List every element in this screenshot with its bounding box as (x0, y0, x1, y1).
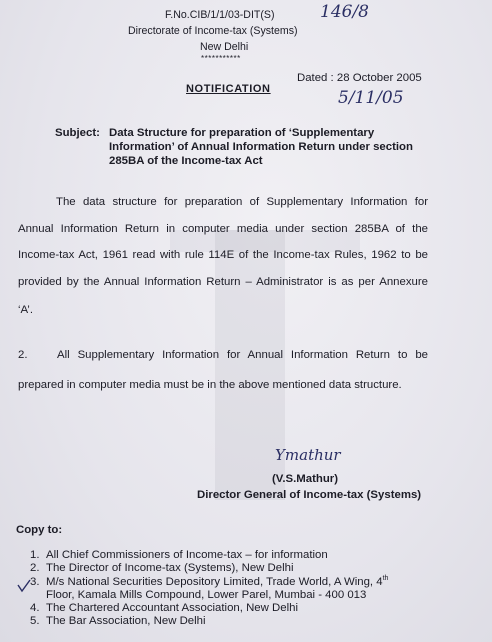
subject-line-3: 285BA of the Income-tax Act (109, 155, 263, 167)
paragraph-1-line-2: Annual Information Return in computer media under section 285BA of the (18, 223, 428, 235)
copy-item-number: 5. (30, 615, 40, 628)
paragraph-2-first-line-wrap (57, 348, 428, 370)
signatory-name: (V.S.Mathur) (272, 473, 339, 485)
paragraph-2-line-2: prepared in computer media must be in the above mentioned data structure. (18, 379, 402, 391)
subject-line-2: Information’ of Annual Information Return under section (109, 141, 413, 153)
file-number: F.No.CIB/1/1/03-DIT(S) (165, 9, 275, 21)
paragraph-1-first-line-wrap (56, 195, 428, 217)
copy-item-text: All Chief Commissioners of Income-tax – for information (46, 549, 328, 561)
copy-item-1 (30, 549, 388, 562)
copy-item-text: The Director of Income-tax (Systems), New Delhi (46, 562, 294, 575)
paragraph-1-line-4: provided by the Annual Information Return – Administrator is as per Annexure (18, 276, 428, 288)
copy-item-2 (30, 562, 388, 575)
copy-item-5 (30, 615, 388, 628)
directorate-name: Directorate of Income-tax (Systems) (128, 25, 298, 37)
subject-label: Subject: (55, 127, 100, 139)
copy-item-3-continuation: Floor, Kamala Mills Compound, Lower Parel, Mumbai - 400 013 (46, 588, 367, 601)
copy-item-number: 3. (30, 575, 40, 588)
paragraph-2-number: 2. (18, 349, 28, 361)
copy-item-number: 4. (30, 602, 40, 615)
copy-item-number: 2. (30, 562, 40, 575)
paragraph-1-line-5: ‘A’. (18, 304, 33, 316)
copy-item-text: The Chartered Accountant Association, New Delhi (46, 602, 298, 615)
subject-line-1: Data Structure for preparation of ‘Supplementary (109, 127, 375, 139)
notification-title: NOTIFICATION (186, 83, 271, 95)
copy-item-text: The Bar Association, New Delhi (46, 615, 206, 628)
handwritten-signature: Ymathur (275, 446, 341, 464)
copy-item-superscript: th (382, 574, 389, 582)
paragraph-1-line-1: The data structure for preparation of Supplementary Information for (56, 196, 428, 208)
handwritten-file-number: 146/8 (320, 2, 369, 22)
handwritten-date: 5/11/05 (338, 88, 404, 108)
signatory-designation: Director General of Income-tax (Systems) (197, 489, 422, 501)
checkmark-icon (17, 579, 31, 593)
copy-to-list (30, 549, 388, 629)
copy-to-label: Copy to: (16, 524, 63, 536)
header-stars: *********** (201, 54, 241, 63)
copy-item-text: M/s National Securities Depository Limited, Trade World, A Wing, 4 (46, 575, 383, 588)
copy-item-4 (30, 602, 388, 615)
paragraph-1-body (18, 222, 428, 301)
city-name: New Delhi (200, 41, 249, 53)
date-line: Dated : 28 October 2005 (297, 72, 422, 84)
paragraph-1-line-3: Income-tax Act, 1961 read with rule 114E of the Income-tax Rules, 1962 to be (18, 249, 428, 261)
paragraph-2-line-1: All Supplementary Information for Annual Information Return to be (57, 349, 428, 361)
copy-item-number: 1. (30, 549, 40, 561)
copy-item-3 (30, 576, 388, 589)
